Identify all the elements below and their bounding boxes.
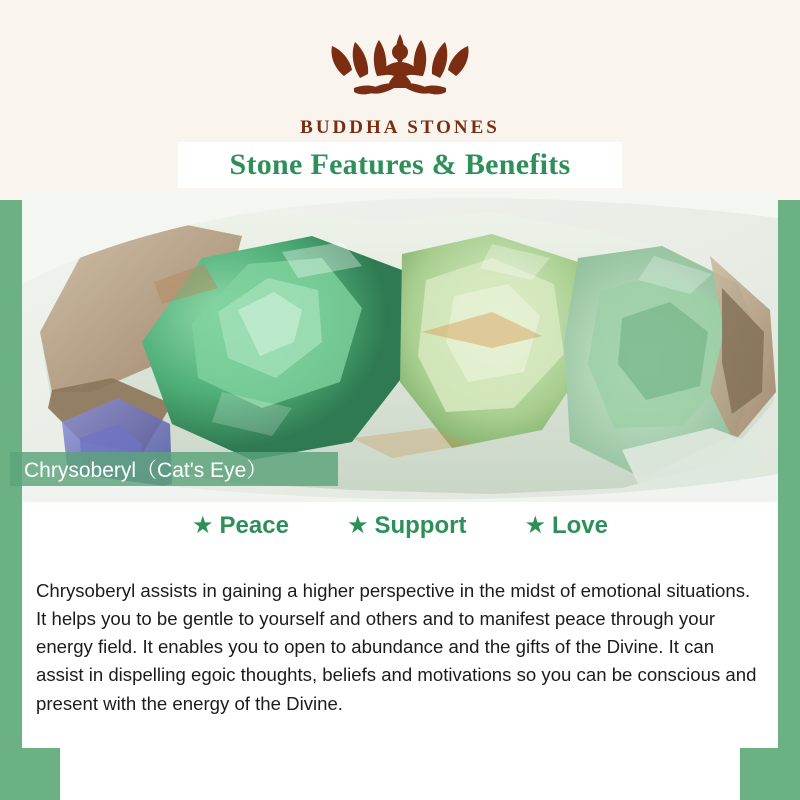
stone-description: Chrysoberyl assists in gaining a higher perspective in the midst of emotional situations. It helps you to be gentle to yourself and others and to manifest peace through your energy field. It enables you to open to abundance and the gifts of the Divine. It can assist in dispelling egoic thoughts, beliefs and motivations so you can be conscious and present with the energy of the Divine. <box>36 579 757 714</box>
header-band <box>0 0 800 200</box>
lotus-meditation-icon <box>310 18 490 108</box>
frame-accent-right <box>778 150 800 750</box>
frame-accent-bottom-notch <box>60 748 740 800</box>
brand-name: BUDDHA STONES <box>300 117 500 138</box>
stone-name-caption <box>10 452 338 486</box>
page-title: Stone Features & Benefits <box>229 148 571 181</box>
frame-accent-bottom <box>0 748 800 800</box>
page-title-bar <box>178 142 622 188</box>
star-icon: ★ <box>524 512 546 539</box>
star-icon: ★ <box>346 512 369 539</box>
keyword-label: Peace <box>219 512 289 539</box>
keyword-label: Support <box>374 512 467 539</box>
keyword-item-love <box>524 512 608 540</box>
star-icon: ★ <box>192 512 214 539</box>
keyword-item-peace <box>192 512 289 540</box>
keyword-label: Love <box>551 512 608 539</box>
keyword-item-support <box>347 512 467 540</box>
stone-name-text: Chrysoberyl（Cat's Eye） <box>24 459 268 482</box>
keyword-list <box>22 512 778 540</box>
brand-logo <box>0 18 800 139</box>
